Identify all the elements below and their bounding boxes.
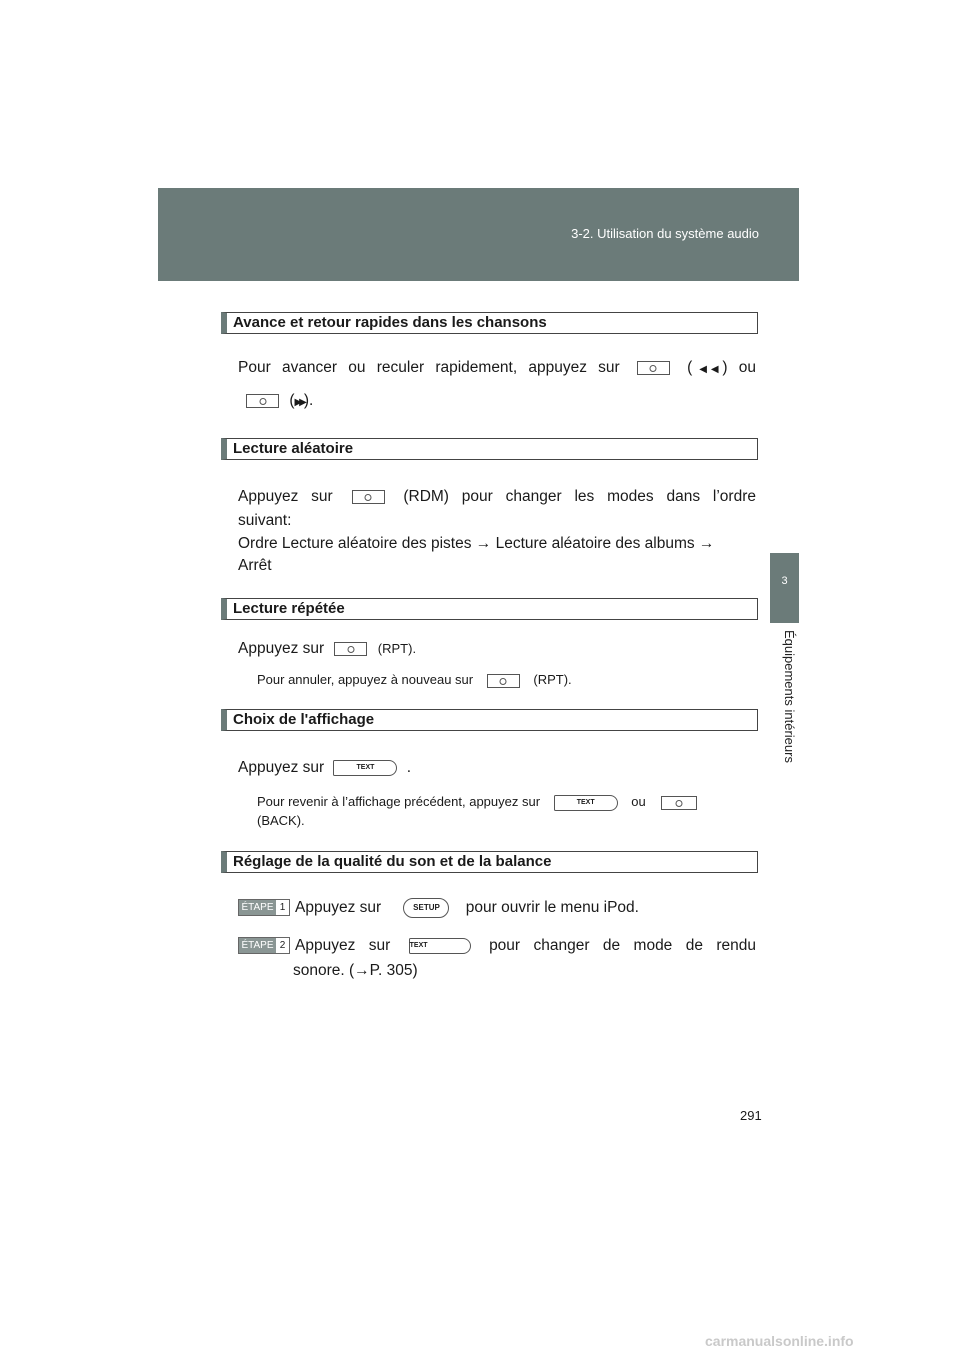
rpt-button-icon [334,642,367,656]
section-heading-fast-forward: Avance et retour rapides dans les chansons [221,312,758,334]
text-button-icon: TEXT [554,795,618,811]
step-text: Appuyez sur TEXT pour changer de mode de rendu [295,937,756,954]
text-button-icon: TEXT [333,760,397,776]
header-band [158,188,799,281]
note: Pour revenir à l’affichage précédent, appuyez sur TEXT ou [257,793,757,811]
text-button-icon: TEXT [409,938,471,954]
rpt-button-icon [487,674,520,688]
step-badge: ÉTAPE 2 [238,937,290,954]
seek-forward-button-icon [246,394,279,408]
watermark: carmanualsonline.info [705,1333,854,1349]
paragraph: suivant: [238,512,292,529]
back-button-icon [661,796,697,810]
paragraph: Appuyez sur TEXT . [238,759,412,776]
fast-forward-icon: ▶▶ [294,397,304,408]
page-number: 291 [740,1108,762,1123]
paragraph: Appuyez sur (RPT). [238,640,417,657]
paragraph: Pour avancer ou reculer rapidement, appuyez sur (◀◀) ou [238,359,757,376]
chapter-title: Équipements intérieurs [782,630,797,763]
section-heading-repeat: Lecture répétée [221,598,758,620]
step-text: Appuyez sur SETUP pour ouvrir le menu iPod. [295,899,639,916]
step-text: sonore. (→P. 305) [293,962,418,979]
section-heading-sound: Réglage de la qualité du son et de la balance [221,851,758,873]
note: (BACK). [257,813,305,828]
note: Pour annuler, appuyez à nouveau sur (RPT). [257,672,572,687]
rewind-icon: ◀◀ [692,364,723,375]
paragraph: Appuyez sur (RDM) pour changer les modes dans l’ordre [238,488,756,505]
section-title: 3-2. Utilisation du système audio [571,226,759,241]
chapter-tab [770,553,799,623]
setup-button-icon: SETUP [403,898,449,918]
section-heading-random: Lecture aléatoire [221,438,758,460]
step-badge: ÉTAPE 1 [238,899,290,916]
seek-back-button-icon [637,361,670,375]
rdm-button-icon [352,490,385,504]
paragraph: Ordre Lecture aléatoire des pistes → Lecture aléatoire des albums → [238,535,715,552]
chapter-number: 3 [781,575,788,587]
section-heading-display: Choix de l'affichage [221,709,758,731]
paragraph: Arrêt [238,557,272,574]
paragraph: (▶▶). [240,390,440,414]
